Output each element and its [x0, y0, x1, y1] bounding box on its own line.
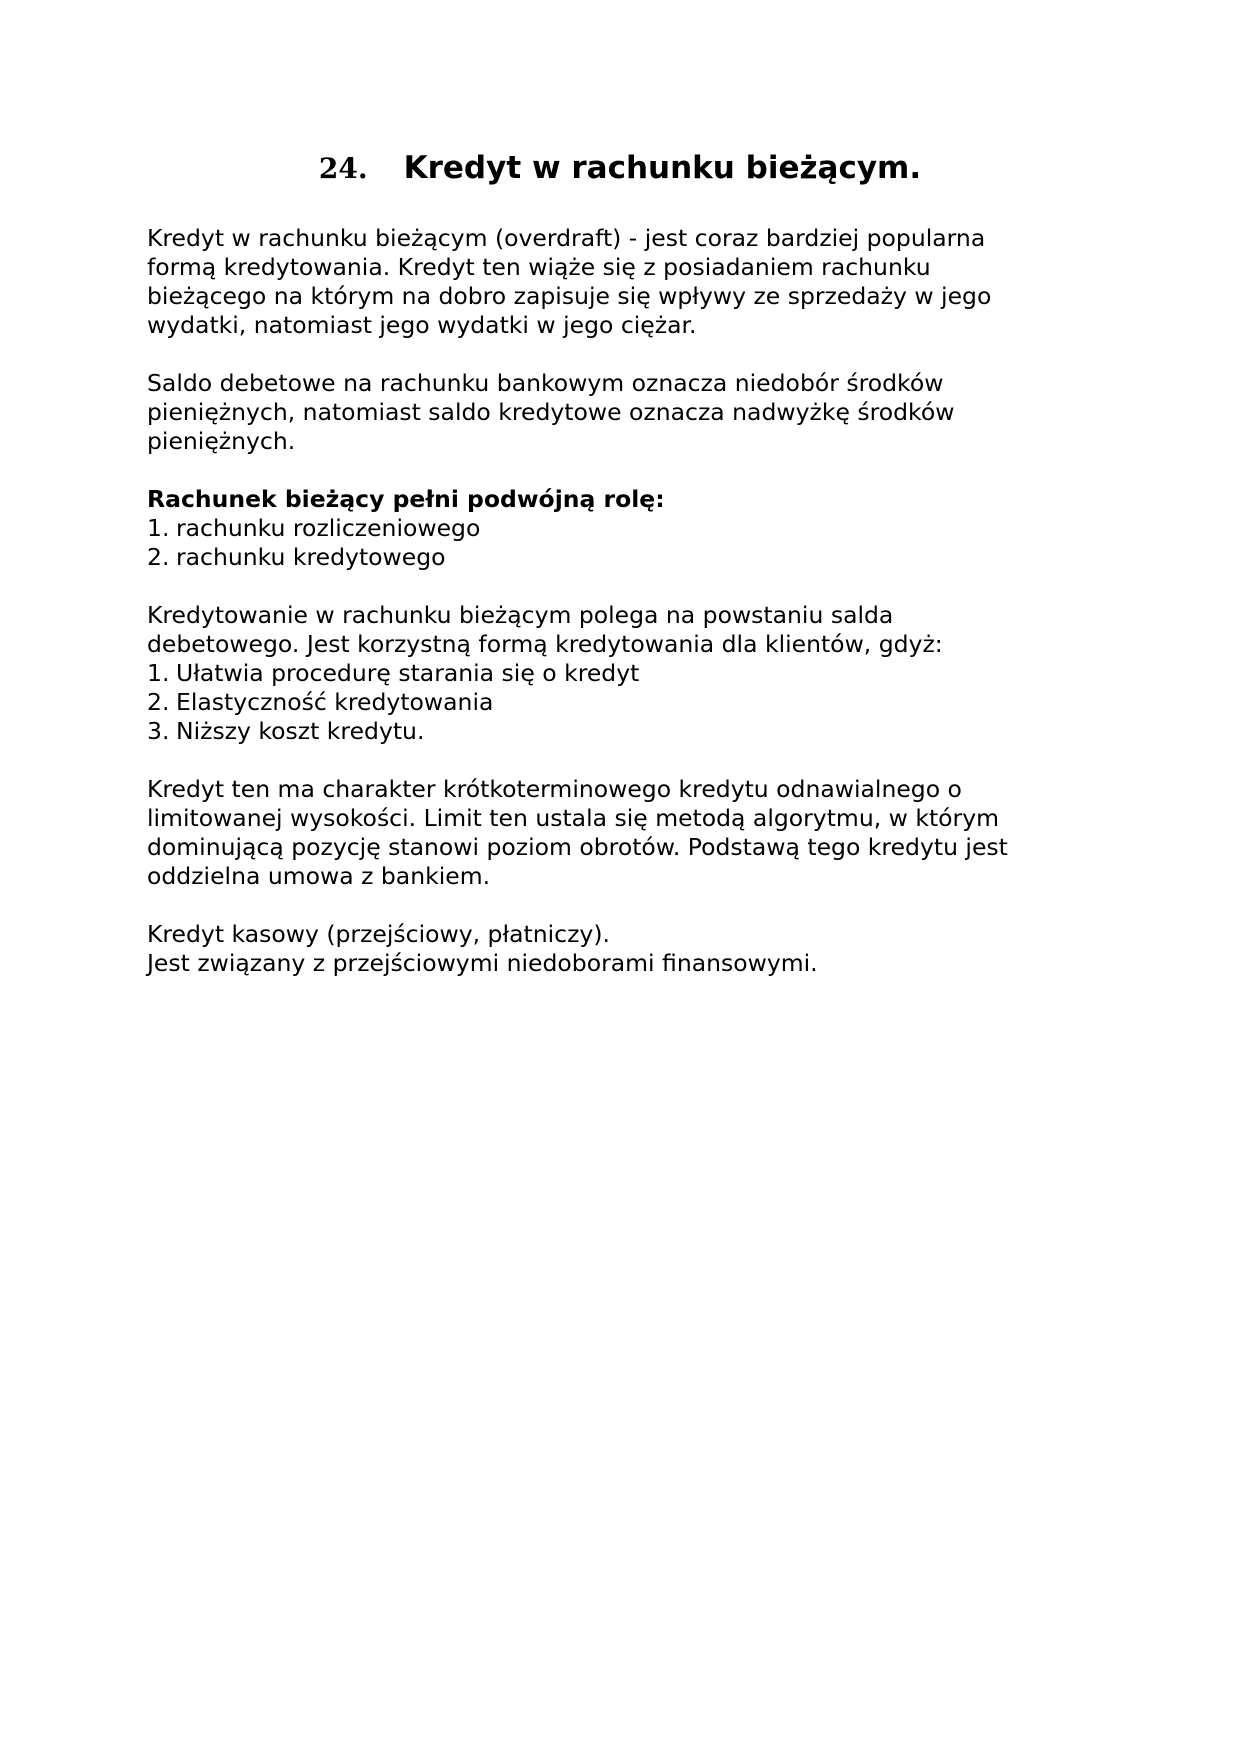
list-item-text: Ułatwia procedurę starania się o kredyt — [176, 659, 640, 687]
list-item-text: Elastyczność kredytowania — [176, 688, 494, 716]
text-line: Kredyt kasowy (przejściowy, płatniczy). — [147, 920, 610, 948]
text-line: bieżącego na którym na dobro zapisuje się wpływy ze sprzedaży w jego — [147, 282, 992, 310]
text-line: pieniężnych, natomiast saldo kredytowe oznacza nadwyżkę środków — [147, 398, 955, 426]
text-line: Kredytowanie w rachunku bieżącym polega na powstaniu salda — [147, 601, 894, 629]
list-item — [147, 543, 1107, 572]
text-line: formą kredytowania. Kredyt ten wiąże się z posiadaniem rachunku — [147, 253, 931, 281]
list-item-text: Niższy koszt kredytu. — [176, 717, 425, 745]
list-item-text: rachunku kredytowego — [176, 543, 446, 571]
advantages-section — [147, 601, 1107, 746]
list-marker: 2. — [147, 543, 170, 571]
list-item — [147, 659, 1107, 688]
text-line: pieniężnych. — [147, 427, 296, 455]
list-marker: 2. — [147, 688, 170, 716]
text-line: wydatki, natomiast jego wydatki w jego ciężar. — [147, 311, 697, 339]
list-item — [147, 514, 1107, 543]
list-item-text: rachunku rozliczeniowego — [176, 514, 481, 542]
paragraph-credit-character — [147, 775, 1107, 891]
paragraph-cash-credit — [147, 920, 1107, 978]
text-line: Jest związany z przejściowymi niedoborami finansowymi. — [147, 949, 818, 977]
list-marker: 3. — [147, 717, 170, 745]
text-line: Saldo debetowe na rachunku bankowym oznacza niedobór środków — [147, 369, 944, 397]
list-item — [147, 717, 1107, 746]
section-title: Kredyt w rachunku bieżącym. — [403, 150, 922, 186]
text-line: Kredyt w rachunku bieżącym (overdraft) - jest coraz bardziej popularna — [147, 224, 986, 252]
roles-section — [147, 485, 1107, 572]
text-line: dominującą pozycję stanowi poziom obrotów. Podstawą tego kredytu jest — [147, 833, 1008, 861]
text-line: oddzielna umowa z bankiem. — [147, 862, 491, 890]
page-title — [0, 146, 1240, 195]
section-number: 24. — [318, 152, 368, 185]
roles-heading: Rachunek bieżący pełni podwójną rolę: — [147, 485, 665, 513]
list-marker: 1. — [147, 659, 170, 687]
document-body — [147, 224, 1107, 1007]
text-line: debetowego. Jest korzystną formą kredytowania dla klientów, gdyż: — [147, 630, 943, 658]
paragraph-saldo — [147, 369, 1107, 456]
list-marker: 1. — [147, 514, 170, 542]
list-item — [147, 688, 1107, 717]
text-line: Kredyt ten ma charakter krótkoterminowego kredytu odnawialnego o — [147, 775, 962, 803]
paragraph-overdraft-definition — [147, 224, 1107, 340]
text-line: limitowanej wysokości. Limit ten ustala się metodą algorytmu, w którym — [147, 804, 1000, 832]
